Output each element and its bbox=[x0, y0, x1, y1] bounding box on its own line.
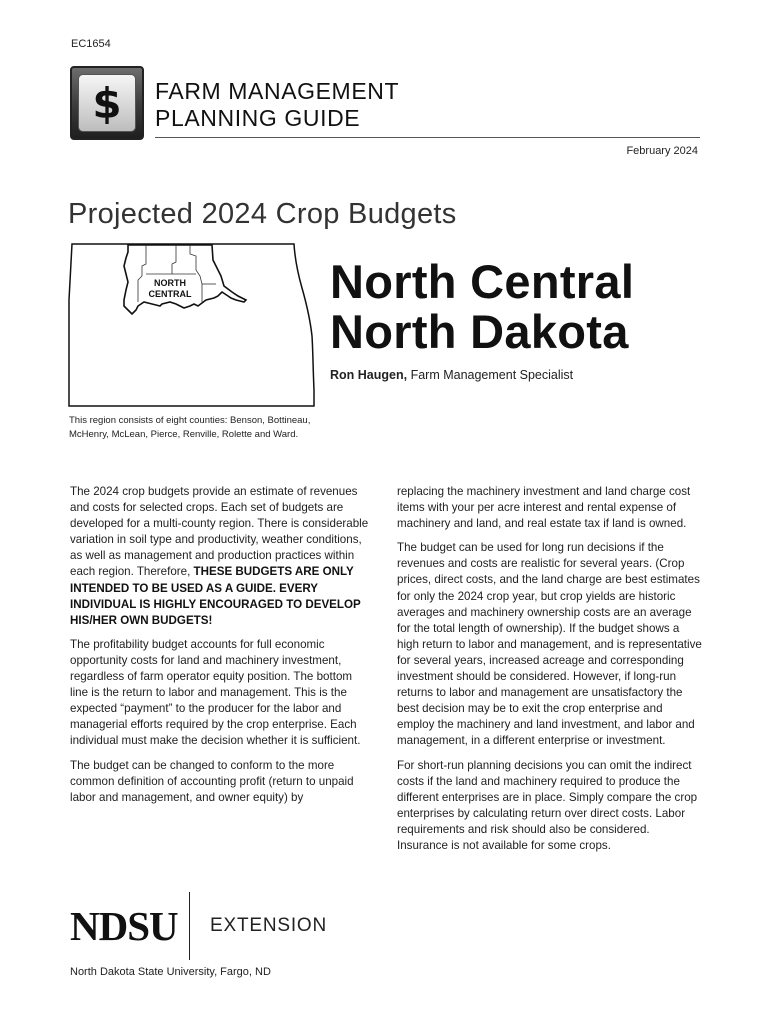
header-divider bbox=[155, 137, 700, 138]
body-column-right bbox=[397, 484, 702, 862]
intro-text: The 2024 crop budgets provide an estimate of revenues and costs for selected crops. Each set of budgets are developed for a multi-county region. There is considerable variation in soil type and productivity, weather conditions, as well as management and production practices within each region. Therefore, bbox=[70, 485, 369, 579]
north-dakota-map bbox=[66, 240, 318, 410]
dollar-sign: $ bbox=[78, 74, 136, 132]
region-title bbox=[330, 257, 634, 357]
paragraph-accounting-profit: The budget can be changed to conform to the more common definition of accounting profit (return to unpaid labor and management, and owner equity) by bbox=[70, 758, 354, 804]
map-region-label-line2: CENTRAL bbox=[148, 289, 192, 299]
region-title-line2: North Dakota bbox=[330, 305, 629, 358]
paragraph-intro bbox=[70, 484, 370, 629]
body-column-left bbox=[70, 484, 370, 814]
publication-date: February 2024 bbox=[626, 145, 698, 157]
paragraph-long-run: The budget can be used for long run decisions if the revenues and costs are realistic for several years. (Crop prices, direct costs, and the land charge are best estimates for only the 2024 crop year, but crop yields are historic averages and machinery ownership costs are an average for the total length of ownership). If the budget shows a high return to labor and management, and is representative for several years, increased acreage and corresponding investment should be considered. However, if long-run returns to labor and management are unsatisfactory the best decision may be to exit the crop enterprise and employ the machinery and land investment, and labor and management, in a different enterprise or investment. bbox=[397, 541, 702, 748]
paragraph-replacing-costs: replacing the machinery investment and land charge cost items with your per acre interest and rental expense of machinery and land, and real estate tax if land is owned. bbox=[397, 485, 691, 531]
intro-emphasis: THESE BUDGETS ARE ONLY INTENDED TO BE USED AS A GUIDE. EVERY INDIVIDUAL IS HIGHLY ENCOURAGED TO DEVELOP HIS/HER OWN BUDGETS! bbox=[70, 565, 361, 627]
author-name: Ron Haugen, bbox=[330, 368, 408, 382]
region-title-line1: North Central bbox=[330, 255, 635, 308]
ndsu-logo: NDSU bbox=[70, 903, 178, 949]
author-role: Farm Management Specialist bbox=[407, 368, 574, 382]
region-description: This region consists of eight counties: Benson, Bottineau, McHenry, McLean, Pierce, Renville, Rolette and Ward. bbox=[69, 415, 311, 440]
dollar-logo-icon bbox=[70, 66, 144, 140]
guide-title-line1: FARM MANAGEMENT bbox=[155, 78, 400, 104]
map-region-label-line1: NORTH bbox=[154, 278, 186, 288]
page-title: Projected 2024 Crop Budgets bbox=[68, 198, 457, 230]
extension-wordmark: EXTENSION bbox=[210, 915, 327, 936]
author-line bbox=[330, 368, 573, 382]
paragraph-short-run: For short-run planning decisions you can omit the indirect costs if the land and machinery required to produce the different enterprises are in place. Simply compare the crop enterprises by calculating return over direct costs. Labor requirements and risk should also be considered. Insurance is not available for some crops. bbox=[397, 758, 698, 852]
guide-title-line2: PLANNING GUIDE bbox=[155, 105, 361, 131]
logo-divider bbox=[189, 892, 190, 960]
paragraph-profitability: The profitability budget accounts for full economic opportunity costs for land and machinery investment, regardless of farm operator equity position. The bottom line is the return to labor and management. This is the expected “payment” to the producer for the labor and managerial efforts required by the crop enterprise. Each individual must make the decision whether it is sufficient. bbox=[70, 637, 361, 748]
university-location: North Dakota State University, Fargo, ND bbox=[70, 966, 271, 978]
document-code: EC1654 bbox=[71, 38, 111, 50]
